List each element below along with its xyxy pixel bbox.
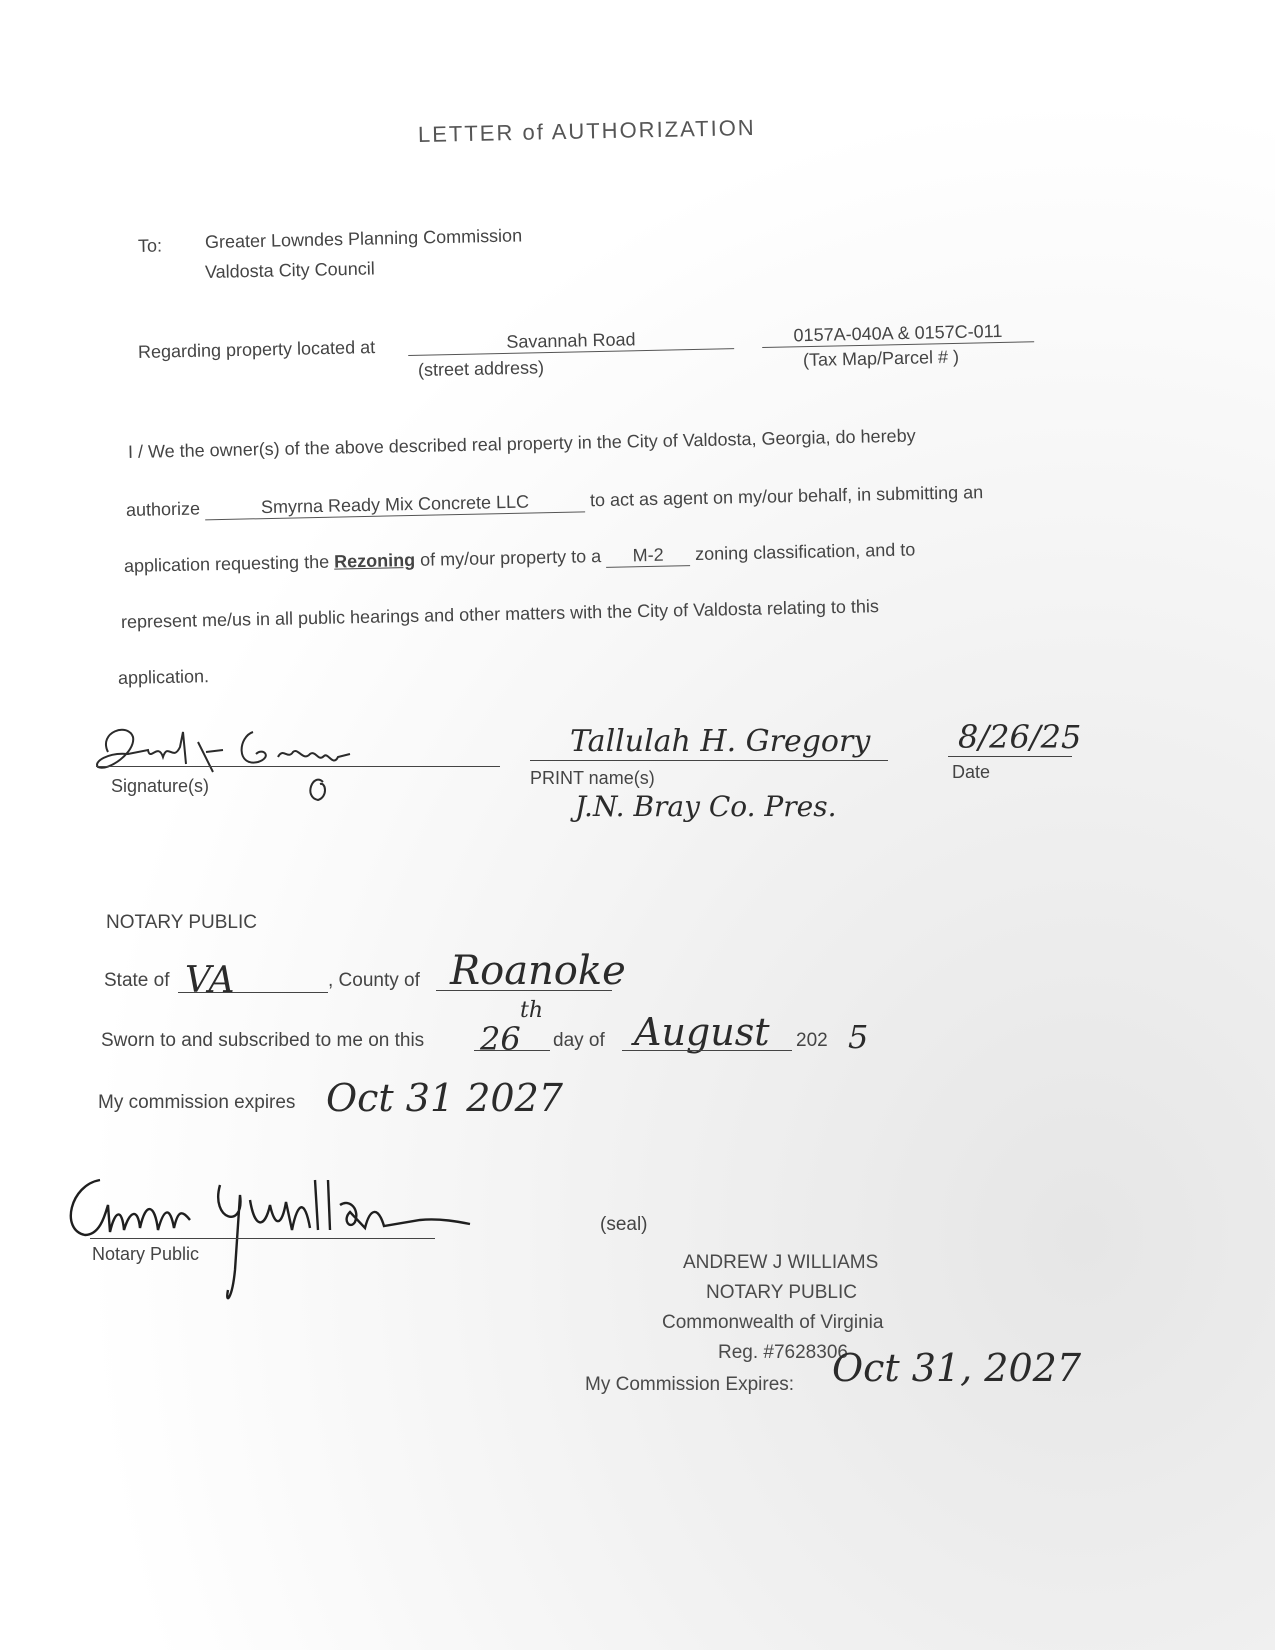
notary-day-of-label: day of — [553, 1030, 605, 1051]
notary-state-value: VA — [185, 960, 235, 1001]
notary-county-value: Roanoke — [450, 948, 626, 994]
authorization-line-3 — [124, 539, 916, 578]
stamp-expires-label: My Commission Expires: — [585, 1374, 795, 1395]
notary-year-digit: 5 — [848, 1018, 869, 1056]
stamp-expires-value: Oct 31, 2027 — [832, 1346, 1082, 1390]
owner-signature-caption: Signature(s) — [111, 776, 210, 796]
notary-signature-line — [90, 1238, 435, 1239]
owner-signature-image — [88, 712, 428, 812]
notary-expires-label: My commission expires — [98, 1092, 296, 1113]
notary-county-line — [436, 990, 612, 991]
street-address-value: Savannah Road — [408, 327, 734, 356]
owner-print-name-line — [530, 760, 888, 761]
owner-date-line — [948, 756, 1072, 757]
authorization-line-2 — [126, 482, 984, 522]
authorization-line-4: represent me/us in all public hearings and other matters with the City of Valdosta relating to this — [120, 596, 880, 632]
to-label: To: — [137, 235, 163, 256]
notary-state-line — [178, 992, 328, 993]
notary-year-prefix: 202 — [796, 1030, 828, 1051]
rezoning-action: Rezoning — [333, 549, 416, 572]
zoning-classification-label: zoning classification, and to — [694, 539, 916, 565]
owner-date-value: 8/26/25 — [958, 718, 1082, 756]
owner-date-caption: Date — [952, 762, 991, 782]
authorization-line-2-rest: to act as agent on my/our behalf, in submitting an — [589, 482, 984, 511]
parcel-number-value: 0157A-040A & 0157C-011 — [762, 320, 1034, 348]
seal-label: (seal) — [600, 1214, 648, 1235]
property-label: Regarding property located at — [137, 337, 376, 362]
stamp-registration: Reg. #7628306 — [718, 1342, 848, 1363]
notary-state-label: State of — [104, 970, 170, 991]
authorization-line-1: I / We the owner(s) of the above described real property in the City of Valdosta, Georgia, do hereby — [127, 425, 916, 462]
owner-print-name-caption: PRINT name(s) — [530, 768, 655, 788]
application-label: application requesting the — [123, 551, 330, 576]
authorization-line-5: application. — [117, 666, 210, 688]
street-address-caption: (street address) — [417, 357, 545, 380]
notary-month-line — [622, 1050, 792, 1051]
notary-county-label: , County of — [328, 970, 420, 991]
notary-month-value: August — [634, 1010, 770, 1054]
authorize-label: authorize — [125, 498, 201, 520]
zoning-class-value: M-2 — [606, 544, 690, 568]
notary-signature-image — [60, 1160, 480, 1310]
property-to-label: of my/our property to a — [419, 546, 602, 570]
notary-sworn-label: Sworn to and subscribed to me on this — [101, 1030, 425, 1051]
agent-name-value: Smyrna Ready Mix Concrete LLC — [205, 490, 585, 520]
notary-day-value: 26 — [480, 1020, 521, 1058]
stamp-jurisdiction: Commonwealth of Virginia — [662, 1312, 884, 1333]
document-title: LETTER of AUTHORIZATION — [417, 114, 756, 147]
notary-expires-value: Oct 31 2027 — [326, 1076, 563, 1120]
owner-title-note: J.N. Bray Co. Pres. — [575, 790, 837, 823]
notary-heading: NOTARY PUBLIC — [106, 912, 257, 933]
owner-signature-line — [96, 766, 500, 767]
parcel-number-caption: (Tax Map/Parcel # ) — [802, 346, 960, 370]
notary-signature-caption: Notary Public — [92, 1244, 200, 1264]
notary-day-line — [474, 1050, 550, 1051]
recipient-planning-commission: Greater Lowndes Planning Commission — [204, 225, 523, 252]
stamp-name: ANDREW J WILLIAMS — [683, 1252, 879, 1273]
recipient-city-council: Valdosta City Council — [204, 258, 375, 282]
notary-day-suffix: th — [520, 998, 544, 1023]
stamp-title: NOTARY PUBLIC — [706, 1282, 857, 1303]
owner-print-name-value: Tallulah H. Gregory — [570, 724, 871, 759]
